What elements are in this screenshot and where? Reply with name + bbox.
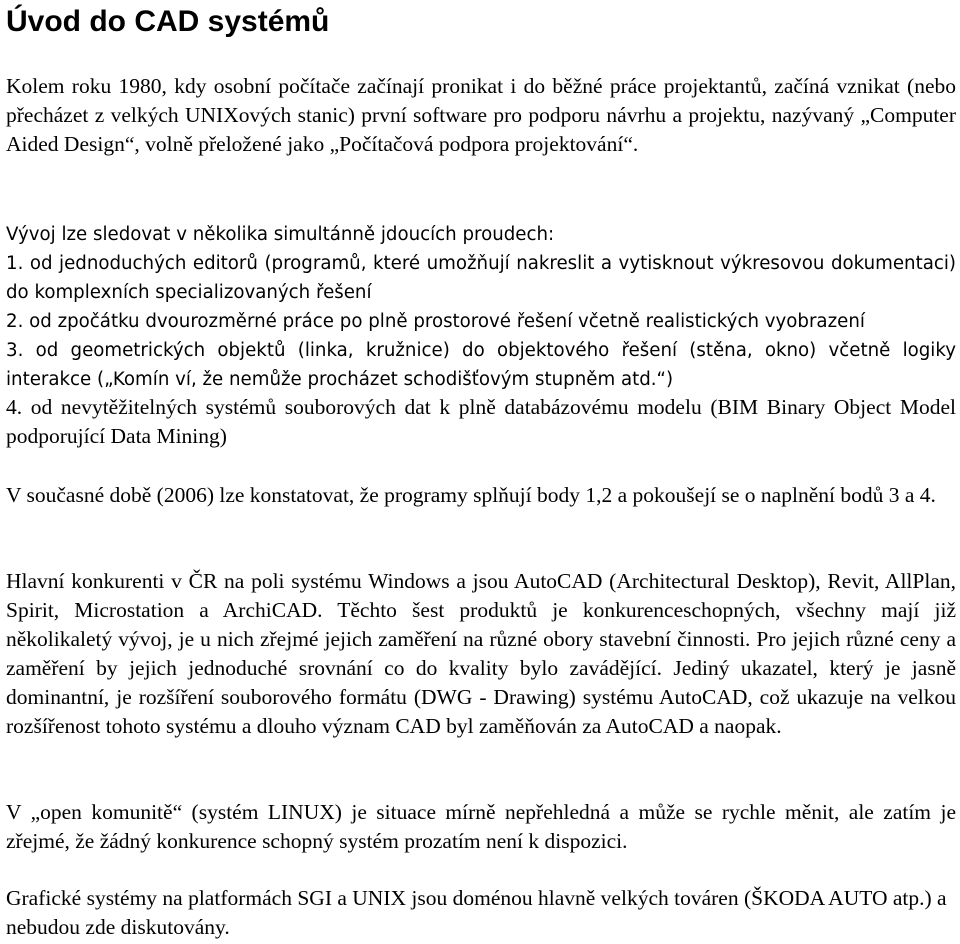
intro-paragraph: Kolem roku 1980, kdy osobní počítače začínají pronikat i do běžné práce projektantů, začíná vznikat (nebo přecházet z velkých UNIXových stanic) první software pro podporu návrhu a projektu, nazývaný „Computer Aided Design“, volně přeložené jako „Počítačová podpora projektování“. [6,74,956,156]
development-list [6,249,956,394]
development-heading: Vývoj lze sledovat v několika simultánně jdoucích proudech: [6,224,555,245]
document-page [6,0,956,939]
open-community-paragraph: V „open komunitě“ (systém LINUX) je situace mírně nepřehledná a může se rychle měnit, ale zatím je zřejmé, že žádný konkurence schopný systém prozatím není k dispozici. [6,800,956,853]
graphic-systems-paragraph: Grafické systémy na platformách SGI a UNIX jsou doménou hlavně velkých továren (ŠKODA AUTO atp.) a nebudou zde diskutovány. [6,886,947,939]
competitors-paragraph: Hlavní konkurenti v ČR na poli systému Windows a jsou AutoCAD (Architectural Desktop), Revit, AllPlan, Spirit, Microstation a ArchiCAD. Těchto šest produktů je konkurenceschopných, všechny mají již několikaletý vývoj, je u nich zřejmé jejich zaměření na různé obory stavební činnosti. Pro jejich různé ceny a zaměření by jejich jednoduché srovnání co do kvality bylo zavádějící. Jediný ukazatel, který je jasně dominantní, je rozšíření souborového formátu (DWG - Drawing) systému AutoCAD, což ukazuje na velkou rozšířenost tohoto systému a dlouho význam CAD byl zaměňován za AutoCAD a naopak. [6,569,956,738]
current-state-paragraph: V současné době (2006) lze konstatovat, že programy splňují body 1,2 a pokoušejí se o naplnění bodů 3 a 4. [6,483,936,507]
list-item: 1. od jednoduchých editorů (programů, které umožňují nakreslit a vytisknout výkresovou dokumentaci) do komplexních specializovaných řešení [6,253,956,303]
list-item: 4. od nevytěžitelných systémů souborových dat k plně databázovému modelu (BIM Binary Object Model podporující Data Mining) [6,395,956,448]
list-item: 2. od zpočátku dvourozměrné práce po plně prostorové řešení včetně realistických vyobrazení [6,311,865,332]
list-item: 3. od geometrických objektů (linka, kružnice) do objektového řešení (stěna, okno) včetně logiky interakce („Komín ví, že nemůže procházet schodišťovým stupněm atd.“) [6,340,956,390]
page-title: Úvod do CAD systémů [6,5,330,38]
